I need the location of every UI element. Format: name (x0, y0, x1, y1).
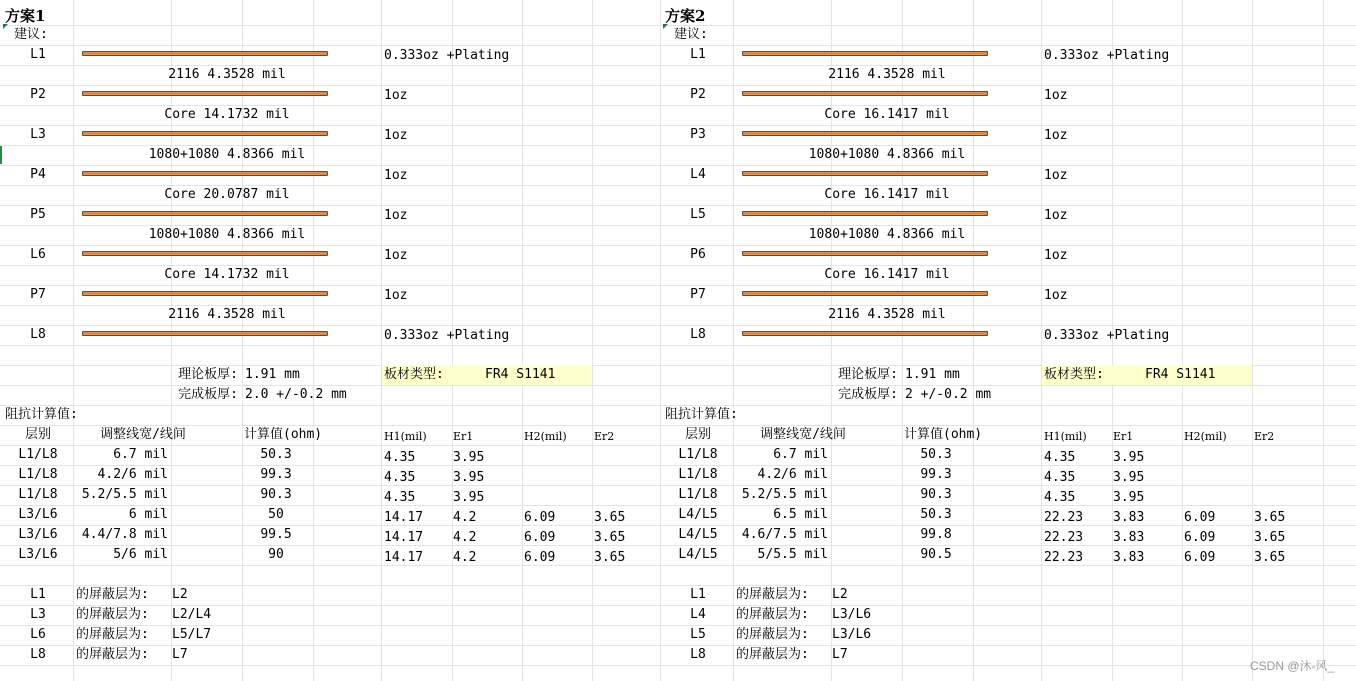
copper-weight: 1oz (1044, 128, 1068, 143)
impedance-width: 4.4/7.8 mil (81, 527, 168, 542)
impedance-layer: L1/L8 (18, 447, 58, 462)
dielectric-spec: Core 16.1417 mil (824, 107, 950, 122)
copper-layer-bar (742, 131, 988, 136)
grid-column-line (902, 0, 903, 681)
layer-name: P4 (30, 167, 46, 182)
impedance-h1: 4.35 (1044, 490, 1076, 505)
copper-weight: 0.333oz +Plating (1044, 48, 1170, 63)
impedance-width: 6.7 mil (113, 447, 168, 462)
grid-column-line (522, 0, 523, 681)
impedance-h2: 6.09 (524, 550, 556, 565)
layer-name: L8 (690, 327, 706, 342)
impedance-er1: 3.95 (1113, 450, 1145, 465)
impedance-er1: 3.95 (1113, 490, 1145, 505)
impedance-calc: 99.3 (920, 467, 952, 482)
grid-row-line (0, 205, 1356, 206)
impedance-calc: 50 (268, 507, 284, 522)
impedance-layer: L4/L5 (678, 547, 718, 562)
grid-row-line (0, 125, 1356, 126)
grid-column-line (1041, 0, 1042, 681)
copper-layer-bar (742, 91, 988, 96)
impedance-calc: 90.3 (260, 487, 292, 502)
shield-value: L3/L6 (832, 627, 872, 642)
copper-weight: 1oz (384, 208, 408, 223)
impedance-layer: L3/L6 (18, 547, 58, 562)
layer-name: P2 (690, 87, 706, 102)
grid-row-line (0, 425, 1356, 426)
copper-layer-bar (82, 251, 328, 256)
header-calc: 计算值(ohm) (244, 427, 323, 442)
advice-label: 建议: (674, 27, 708, 42)
dielectric-spec: 2116 4.3528 mil (828, 67, 946, 82)
shield-layer: L1 (30, 587, 46, 602)
impedance-er2: 3.65 (594, 510, 626, 525)
copper-layer-bar (742, 171, 988, 176)
plan-title: 方案2 (665, 7, 706, 25)
header-er2: Er2 (594, 430, 615, 443)
shield-layer: L1 (690, 587, 706, 602)
impedance-title: 阻抗计算值: (5, 407, 78, 422)
dielectric-spec: 2116 4.3528 mil (828, 307, 946, 322)
shield-label: 的屏蔽层为: (736, 587, 809, 602)
impedance-calc: 50.3 (260, 447, 292, 462)
row-marker (0, 146, 2, 164)
grid-column-line (313, 0, 314, 681)
impedance-calc: 90.3 (920, 487, 952, 502)
impedance-layer: L3/L6 (18, 527, 58, 542)
impedance-layer: L4/L5 (678, 507, 718, 522)
impedance-h2: 6.09 (1184, 510, 1216, 525)
impedance-width: 6.7 mil (773, 447, 828, 462)
impedance-er1: 3.83 (1113, 530, 1145, 545)
copper-weight: 0.333oz +Plating (1044, 328, 1170, 343)
impedance-h1: 14.17 (384, 550, 424, 565)
copper-layer-bar (82, 131, 328, 136)
theory-thickness-value: 1.91 mm (245, 367, 300, 382)
grid-column-line (733, 0, 734, 681)
shield-value: L5/L7 (172, 627, 212, 642)
copper-weight: 1oz (1044, 248, 1068, 263)
header-h2: H2(mil) (1184, 430, 1227, 443)
layer-name: L1 (30, 47, 46, 62)
grid-column-line (592, 0, 593, 681)
shield-layer: L8 (30, 647, 46, 662)
impedance-calc: 50.3 (920, 507, 952, 522)
copper-layer-bar (742, 251, 988, 256)
dielectric-spec: 1080+1080 4.8366 mil (148, 147, 306, 162)
dielectric-spec: 2116 4.3528 mil (168, 307, 286, 322)
header-calc: 计算值(ohm) (904, 427, 983, 442)
header-h1: H1(mil) (1044, 430, 1087, 443)
copper-layer-bar (742, 291, 988, 296)
shield-layer: L4 (690, 607, 706, 622)
shield-label: 的屏蔽层为: (736, 647, 809, 662)
finish-thickness-label: 完成板厚: (838, 387, 898, 402)
layer-name: P3 (690, 127, 706, 142)
impedance-er1: 3.83 (1113, 550, 1145, 565)
material-value: FR4 S1141 (1145, 367, 1216, 382)
layer-name: P6 (690, 247, 706, 262)
impedance-calc: 90.5 (920, 547, 952, 562)
impedance-er1: 3.95 (453, 470, 485, 485)
copper-weight: 1oz (384, 288, 408, 303)
copper-weight: 0.333oz +Plating (384, 48, 510, 63)
dielectric-spec: 1080+1080 4.8366 mil (148, 227, 306, 242)
header-er1: Er1 (453, 430, 474, 443)
impedance-width: 5.2/5.5 mil (81, 487, 168, 502)
material-label: 板材类型: (384, 367, 444, 382)
impedance-h1: 4.35 (384, 470, 416, 485)
shield-layer: L6 (30, 627, 46, 642)
dielectric-spec: Core 16.1417 mil (824, 187, 950, 202)
copper-weight: 1oz (384, 128, 408, 143)
impedance-er1: 3.95 (453, 450, 485, 465)
impedance-width: 4.2/6 mil (757, 467, 828, 482)
finish-thickness-value: 2 +/-0.2 mm (905, 387, 992, 402)
layer-name: L8 (30, 327, 46, 342)
impedance-er2: 3.65 (594, 550, 626, 565)
layer-name: L5 (690, 207, 706, 222)
impedance-calc: 99.8 (920, 527, 952, 542)
grid-column-line (1323, 0, 1324, 681)
theory-thickness-label: 理论板厚: (178, 367, 238, 382)
shield-label: 的屏蔽层为: (76, 607, 149, 622)
impedance-layer: L3/L6 (18, 507, 58, 522)
shield-value: L7 (832, 647, 848, 662)
grid-column-line (660, 0, 661, 681)
header-layer: 层别 (684, 427, 712, 442)
impedance-layer: L4/L5 (678, 527, 718, 542)
impedance-er1: 3.83 (1113, 510, 1145, 525)
impedance-title: 阻抗计算值: (665, 407, 738, 422)
impedance-h1: 22.23 (1044, 550, 1084, 565)
impedance-layer: L1/L8 (678, 467, 718, 482)
copper-weight: 1oz (1044, 288, 1068, 303)
impedance-layer: L1/L8 (678, 447, 718, 462)
layer-name: P7 (30, 287, 46, 302)
dielectric-spec: 1080+1080 4.8366 mil (808, 227, 966, 242)
dielectric-spec: 1080+1080 4.8366 mil (808, 147, 966, 162)
copper-weight: 1oz (1044, 208, 1068, 223)
impedance-er2: 3.65 (1254, 530, 1286, 545)
finish-thickness-label: 完成板厚: (178, 387, 238, 402)
copper-weight: 1oz (384, 88, 408, 103)
header-er1: Er1 (1113, 430, 1134, 443)
finish-thickness-value: 2.0 +/-0.2 mm (245, 387, 347, 402)
copper-layer-bar (82, 51, 328, 56)
shield-layer: L5 (690, 627, 706, 642)
copper-layer-bar (742, 331, 988, 336)
impedance-width: 4.2/6 mil (97, 467, 168, 482)
copper-layer-bar (82, 211, 328, 216)
grid-row-line (0, 165, 1356, 166)
grid-column-line (242, 0, 243, 681)
impedance-er2: 3.65 (1254, 510, 1286, 525)
dielectric-spec: 2116 4.3528 mil (168, 67, 286, 82)
watermark: CSDN @沐-风_ (1250, 659, 1335, 673)
grid-row-line (0, 85, 1356, 86)
header-h1: H1(mil) (384, 430, 427, 443)
dielectric-spec: Core 16.1417 mil (824, 267, 950, 282)
material-label: 板材类型: (1044, 367, 1104, 382)
impedance-h1: 4.35 (384, 490, 416, 505)
shield-label: 的屏蔽层为: (76, 647, 149, 662)
shield-value: L2 (172, 587, 188, 602)
impedance-h1: 14.17 (384, 530, 424, 545)
impedance-h1: 4.35 (1044, 450, 1076, 465)
shield-value: L7 (172, 647, 188, 662)
impedance-h2: 6.09 (1184, 550, 1216, 565)
copper-layer-bar (742, 211, 988, 216)
theory-thickness-label: 理论板厚: (838, 367, 898, 382)
impedance-width: 4.6/7.5 mil (741, 527, 828, 542)
grid-column-line (973, 0, 974, 681)
copper-layer-bar (82, 331, 328, 336)
plan-title: 方案1 (5, 7, 46, 25)
shield-value: L3/L6 (832, 607, 872, 622)
impedance-calc: 90 (268, 547, 284, 562)
impedance-layer: L1/L8 (18, 467, 58, 482)
shield-value: L2/L4 (172, 607, 212, 622)
copper-weight: 0.333oz +Plating (384, 328, 510, 343)
header-layer: 层别 (24, 427, 52, 442)
impedance-er2: 3.65 (1254, 550, 1286, 565)
layer-name: P5 (30, 207, 46, 222)
theory-thickness-value: 1.91 mm (905, 367, 960, 382)
header-width: 调整线宽/线间 (100, 427, 186, 442)
impedance-width: 6.5 mil (773, 507, 828, 522)
impedance-h1: 22.23 (1044, 510, 1084, 525)
shield-label: 的屏蔽层为: (76, 627, 149, 642)
impedance-h2: 6.09 (1184, 530, 1216, 545)
impedance-calc: 50.3 (920, 447, 952, 462)
shield-label: 的屏蔽层为: (76, 587, 149, 602)
impedance-h2: 6.09 (524, 530, 556, 545)
grid-column-line (73, 0, 74, 681)
impedance-calc: 99.3 (260, 467, 292, 482)
impedance-er2: 3.65 (594, 530, 626, 545)
impedance-h2: 6.09 (524, 510, 556, 525)
impedance-width: 5/6 mil (113, 547, 168, 562)
impedance-er1: 4.2 (453, 510, 477, 525)
material-value: FR4 S1141 (485, 367, 556, 382)
impedance-er1: 4.2 (453, 550, 477, 565)
grid-column-line (1182, 0, 1183, 681)
shield-label: 的屏蔽层为: (736, 627, 809, 642)
copper-layer-bar (82, 291, 328, 296)
impedance-h1: 4.35 (384, 450, 416, 465)
impedance-er1: 4.2 (453, 530, 477, 545)
grid-row-line (0, 665, 1356, 666)
dielectric-spec: Core 14.1732 mil (164, 267, 290, 282)
copper-weight: 1oz (1044, 168, 1068, 183)
impedance-layer: L1/L8 (678, 487, 718, 502)
grid-column-line (381, 0, 382, 681)
impedance-width: 5.2/5.5 mil (741, 487, 828, 502)
advice-label: 建议: (14, 27, 48, 42)
copper-layer-bar (82, 171, 328, 176)
copper-weight: 1oz (1044, 88, 1068, 103)
impedance-h1: 14.17 (384, 510, 424, 525)
layer-name: L1 (690, 47, 706, 62)
impedance-layer: L1/L8 (18, 487, 58, 502)
grid-row-line (0, 565, 1356, 566)
layer-name: L3 (30, 127, 46, 142)
copper-weight: 1oz (384, 248, 408, 263)
impedance-h1: 22.23 (1044, 530, 1084, 545)
impedance-calc: 99.5 (260, 527, 292, 542)
header-width: 调整线宽/线间 (760, 427, 846, 442)
copper-layer-bar (82, 91, 328, 96)
shield-layer: L3 (30, 607, 46, 622)
shield-label: 的屏蔽层为: (736, 607, 809, 622)
shield-layer: L8 (690, 647, 706, 662)
grid-row-line (0, 245, 1356, 246)
copper-layer-bar (742, 51, 988, 56)
dielectric-spec: Core 14.1732 mil (164, 107, 290, 122)
layer-name: L4 (690, 167, 706, 182)
grid-column-line (1252, 0, 1253, 681)
grid-row-line (0, 285, 1356, 286)
header-er2: Er2 (1254, 430, 1275, 443)
grid-column-line (171, 0, 172, 681)
layer-name: L6 (30, 247, 46, 262)
grid-column-line (831, 0, 832, 681)
layer-name: P7 (690, 287, 706, 302)
copper-weight: 1oz (384, 168, 408, 183)
grid-row-line (0, 585, 1356, 586)
impedance-er1: 3.95 (453, 490, 485, 505)
impedance-width: 5/5.5 mil (757, 547, 828, 562)
header-h2: H2(mil) (524, 430, 567, 443)
dielectric-spec: Core 20.0787 mil (164, 187, 290, 202)
impedance-er1: 3.95 (1113, 470, 1145, 485)
layer-name: P2 (30, 87, 46, 102)
shield-value: L2 (832, 587, 848, 602)
impedance-h1: 4.35 (1044, 470, 1076, 485)
grid-row-line (0, 645, 1356, 646)
impedance-width: 6 mil (128, 507, 168, 522)
